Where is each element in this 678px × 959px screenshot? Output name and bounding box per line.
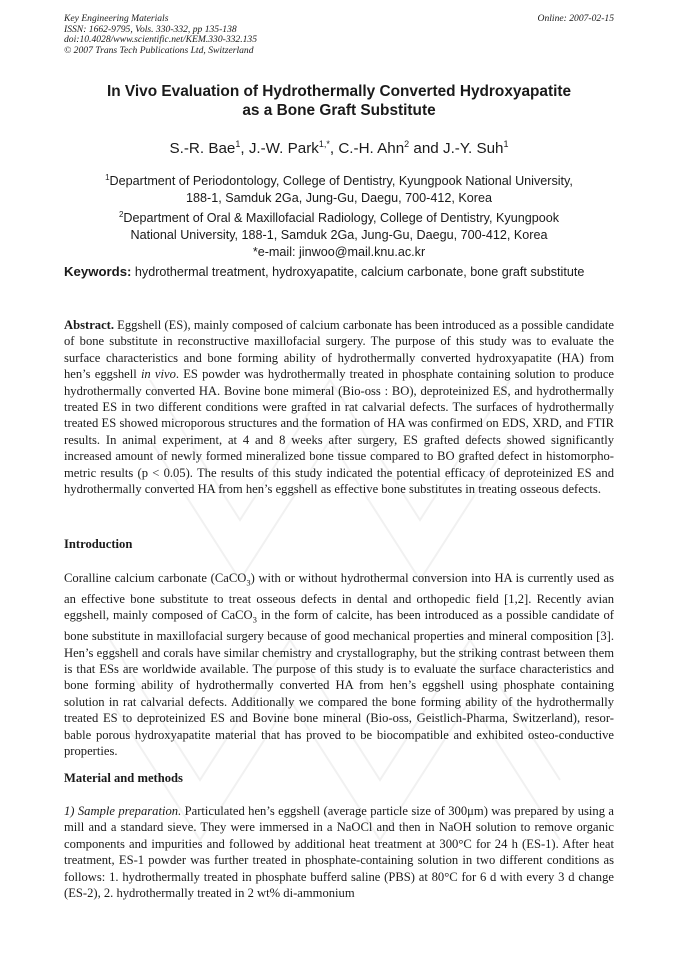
author-affil-mark: 1 [235,139,241,149]
keywords [64,264,614,281]
corresponding-email: *e-mail: jinwoo@mail.knu.ac.kr [252,244,426,259]
author-name: C.-H. Ahn [338,140,405,158]
affiliation-1-line-1: $^1$Department of Periodontology, College of Dentistry, Kyungpook National University, [105,173,573,189]
author-affil-mark: 1,* [318,139,330,149]
abstract-label: Abstract. [64,318,115,332]
methods-paragraph: 1) Sample preparation. Particulated hen’s eggshell (average particle size of 300μm) was prepared by using a mill and a standard sieve. They were immersed in a NaOCl and then in NaOH solution to remove organic components and impurities and followed by additional heat treatment at 300°C for 24 h (ES-1). After heat treatment, ES-1 powder was further treated in phosphate-containing solution in two different conditions as follows: 1. hydrothermally treated in phosphate bufferd saline (PBS) at 80°C for 6 d with every 3 d change (ES-2), 2. hydrothermally treated in 2 wt% di-ammonium [64,804,614,901]
keywords-text: hydrothermal treatment, hydroxyapatite, calcium carbonate, bone graft substitute [131,265,585,279]
affiliations [64,170,614,260]
author-name: S.-R. Bae [169,140,236,158]
introduction-paragraph: Coralline calcium carbonate (CaCO$_3$) with or without hydrothermal conversion into HA is currently used as an effective bone substitute to treat osseous defects in dental and orthopedic field [1,2]. Recently avian eggshell, mainly composed of CaCO$_3$ in the form of calcite, has been introduced as a possible candidate of bone substitute in maxillofacial surgery because of good mechanical properties and mineral composition [3]. Hen’s eggshell and corals have similar chemistry and crystallography, but the striking contrast between them is that ESs are worldwide available. The purpose of this study is to evaluate the surface characteristics and bone forming ability of hydrothermally converted HA from hen’s eggshell using phosphate containing solution in rat calvarial defects. Additionally we compared the bone forming ability of the hydrothermally treated ES to deproteinized ES and Bovine bone mineral (Bio-oss, Geistlich-Pharma, Switzerland), resor-bable porous hydroxyapatite material that has proved to be biocompatible and exhibited osteo-conductive properties. [64,571,614,759]
section-heading-introduction: Introduction [64,537,133,551]
section-heading-methods: Material and methods [64,771,183,785]
author-name: J.-Y. Suh [442,140,504,158]
title-line-1: In Vivo Evaluation of Hydrothermally Converted Hydroxyapatite [106,83,572,100]
affiliation-2-line-1: $^2$Department of Oral & Maxillofacial Radiology, College of Dentistry, Kyungpook [118,209,560,225]
journal-doi: doi:10.4028/www.scientific.net/KEM.330-332.135 [64,34,258,46]
keywords-label: Keywords: [64,264,132,279]
paper-title [64,82,614,120]
journal-copyright: © 2007 Trans Tech Publications Ltd, Switzerland [64,44,254,56]
abstract: Abstract. Eggshell (ES), mainly composed of calcium carbonate has been introduced as a possible candidate of bone substitute in reconstructive maxillofacial surgery. The purpose of this study was to evaluate the surface characteristics and bone forming ability of hydrothermally converted hydroxyapatite (HA) from hen’s eggshell in vivo. ES powder was hydrothermally treated in phosphate containing solution to produce hydrothermally converted HA. Bovine bone mimeral (Bio-oss : BO), deproteinized ES, and hydrothermally treated ES in two different conditions were grafted in rat calvarial defects. The surfaces of hydrothermally treated ES showed microporous structures and the formation of HA was confirmed on EDS, XRD, and FTIR results. In animal experiment, at 4 and 8 weeks after surgery, ES grafted defects showed significantly increased amount of newly formed mineralized bone tissue compared to BO grafted defect in histomorpho-metric results (p < 0.05). The results of this study indicated the potential efficacy of deproteinized ES and hydrothermally converted HA from hen’s eggshell as effective bone substitutes in treating osseous defects. [64,318,615,497]
author-name: J.-W. Park [248,140,319,158]
affiliation-1-line-2: 188-1, Samduk 2Ga, Jung-Gu, Daegu, 700-412, Korea [186,190,492,205]
author-affil-mark: 1 [503,139,509,149]
online-date: Online: 2007-02-15 [537,13,614,24]
journal-issn: ISSN: 1662-9795, Vols. 330-332, pp 135-138 [64,23,237,35]
title-line-2: as a Bone Graft Substitute [242,102,436,119]
journal-name: Key Engineering Materials [64,13,169,24]
affiliation-2-line-2: National University, 188-1, Samduk 2Ga, Jung-Gu, Daegu, 700-412, Korea [130,227,548,242]
author-affil-mark: 2 [404,139,410,149]
subsection-label: 1) Sample preparation. [64,804,182,818]
journal-header [64,14,614,56]
author-list: S.-R. Bae$^1$, J.-W. Park$^{1,*}$, C.-H. Ahn$^2$ and J.-Y. Suh$^1$ [169,139,509,158]
